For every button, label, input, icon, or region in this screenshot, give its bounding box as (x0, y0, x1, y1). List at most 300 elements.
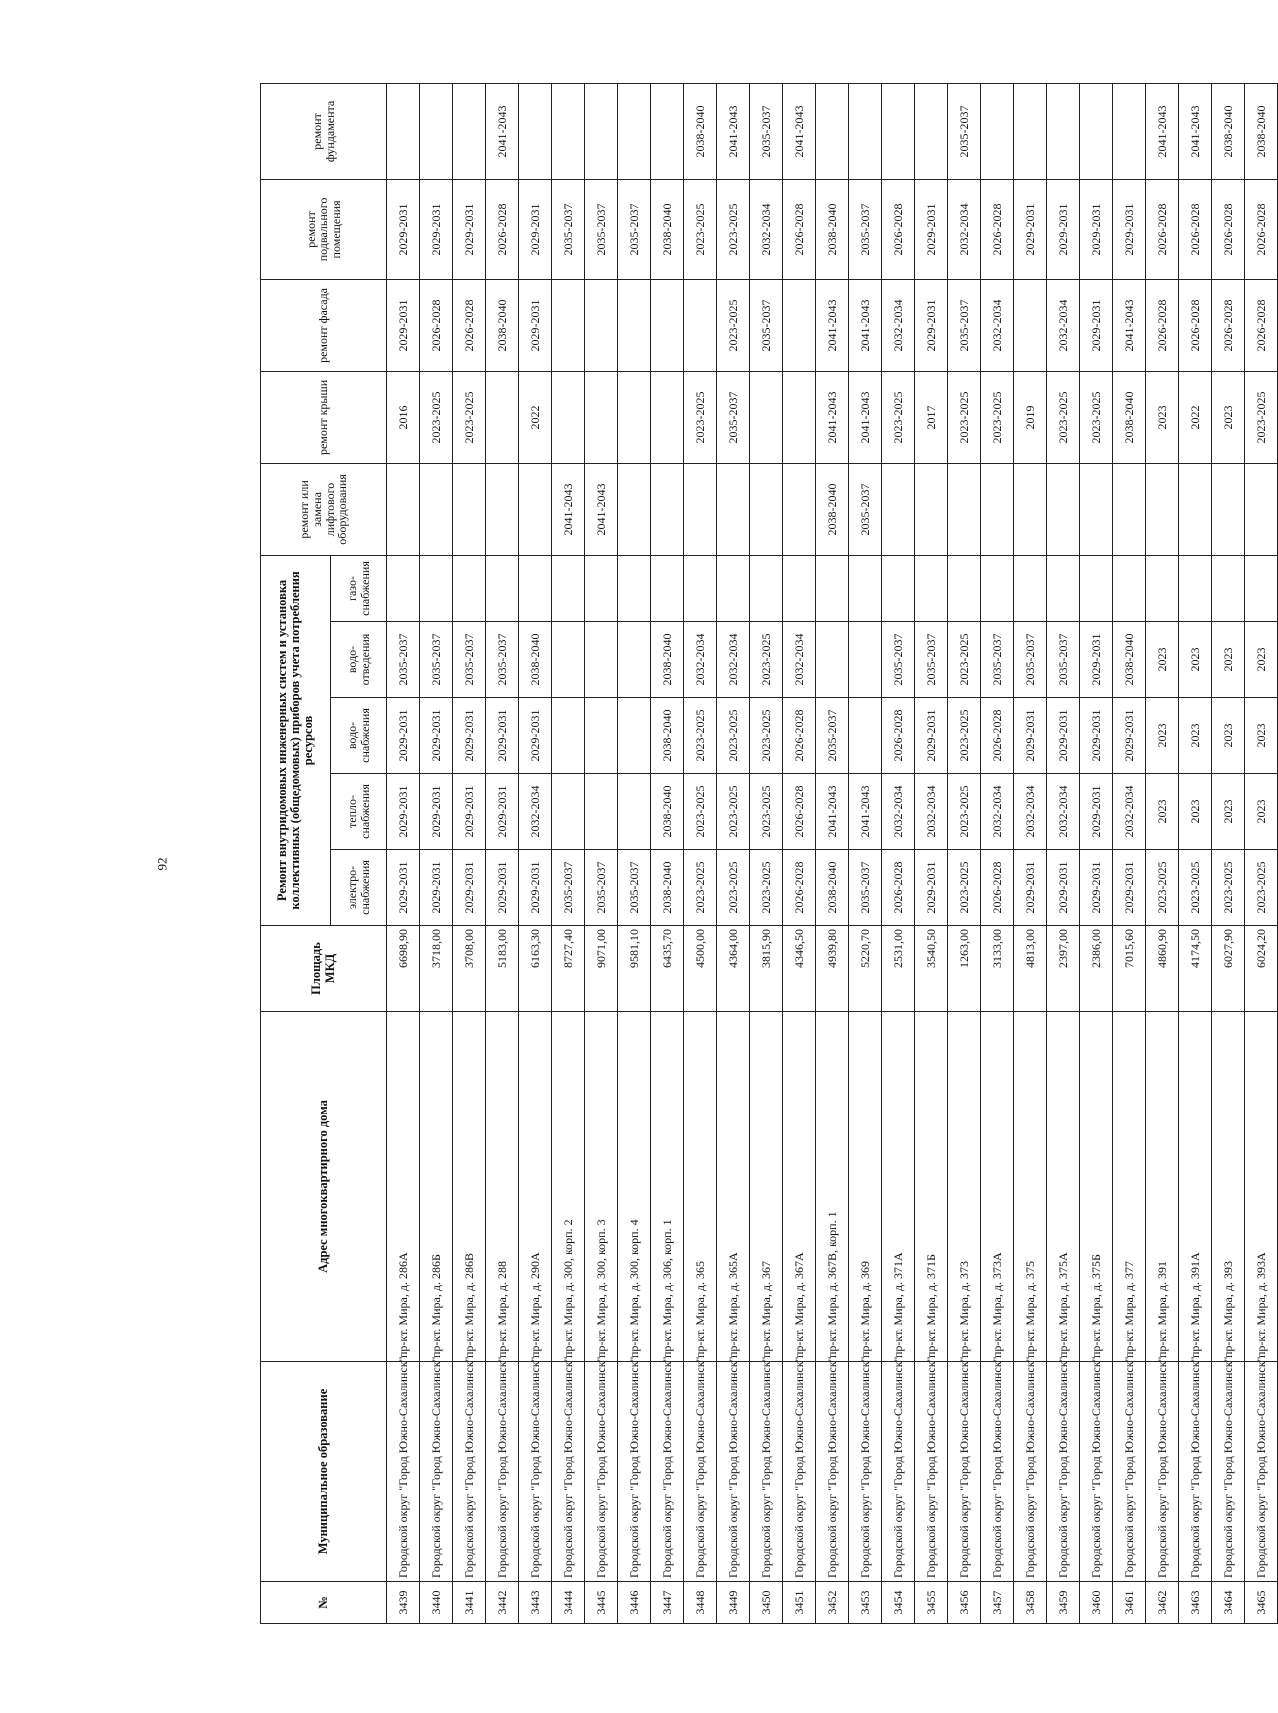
cell-gas (1146, 555, 1179, 621)
cell-water: 2023 (1146, 698, 1179, 774)
cell-area: 4346,50 (783, 926, 816, 1012)
cell-water: 2029-2031 (1080, 698, 1113, 774)
table-row (1014, 83, 1047, 1623)
cell-address: пр-кт. Мира, д. 300, корп. 3 (585, 1012, 618, 1362)
cell-foundation: 2038-2040 (1212, 83, 1245, 179)
cell-water: 2023-2025 (750, 698, 783, 774)
cell-num: 3457 (981, 1582, 1014, 1624)
cell-heat: 2029-2031 (1080, 774, 1113, 850)
cell-heat: 2029-2031 (420, 774, 453, 850)
cell-num: 3461 (1113, 1582, 1146, 1624)
cell-area: 2531,00 (882, 926, 915, 1012)
cell-address: пр-кт. Мира, д. 300, корп. 4 (618, 1012, 651, 1362)
header-sewer: водо-отведения (331, 622, 387, 698)
cell-roof: 2023-2025 (1047, 371, 1080, 463)
cell-address: пр-кт. Мира, д. 377 (1113, 1012, 1146, 1362)
cell-area: 5220,70 (849, 926, 882, 1012)
cell-water: 2023-2025 (684, 698, 717, 774)
cell-basement: 2029-2031 (1014, 179, 1047, 279)
cell-electricity: 2038-2040 (651, 850, 684, 926)
cell-roof: 2022 (519, 371, 552, 463)
cell-water: 2029-2031 (453, 698, 486, 774)
cell-address: пр-кт. Мира, д. 288 (486, 1012, 519, 1362)
cell-heat: 2032-2034 (519, 774, 552, 850)
cell-gas (1113, 555, 1146, 621)
cell-basement: 2029-2031 (915, 179, 948, 279)
cell-elevator (519, 463, 552, 555)
cell-heat: 2029-2031 (453, 774, 486, 850)
cell-elevator (684, 463, 717, 555)
cell-num: 3450 (750, 1582, 783, 1624)
cell-area: 6027,90 (1212, 926, 1245, 1012)
cell-heat: 2023-2025 (750, 774, 783, 850)
cell-basement: 2029-2031 (519, 179, 552, 279)
cell-heat: 2032-2034 (882, 774, 915, 850)
cell-basement: 2023-2025 (717, 179, 750, 279)
cell-address: пр-кт. Мира, д. 365 (684, 1012, 717, 1362)
cell-area: 2397,00 (1047, 926, 1080, 1012)
cell-roof: 2023-2025 (420, 371, 453, 463)
cell-municipality: Городской округ "Город Южно-Сахалинск" (1146, 1362, 1179, 1582)
cell-roof: 2038-2040 (1113, 371, 1146, 463)
cell-num: 3446 (618, 1582, 651, 1624)
cell-facade: 2029-2031 (387, 279, 420, 371)
cell-address: пр-кт. Мира, д. 393А (1245, 1012, 1278, 1362)
cell-sewer: 2023 (1146, 622, 1179, 698)
cell-heat: 2023 (1179, 774, 1212, 850)
cell-electricity: 2029-2031 (915, 850, 948, 926)
cell-roof: 2023-2025 (453, 371, 486, 463)
cell-water: 2026-2028 (882, 698, 915, 774)
cell-basement: 2026-2028 (1245, 179, 1278, 279)
cell-address: пр-кт. Мира, д. 371Б (915, 1012, 948, 1362)
cell-num: 3442 (486, 1582, 519, 1624)
cell-heat (585, 774, 618, 850)
cell-elevator (750, 463, 783, 555)
cell-elevator (651, 463, 684, 555)
table-row (849, 83, 882, 1623)
cell-foundation (915, 83, 948, 179)
cell-electricity: 2023-2025 (1245, 850, 1278, 926)
table-row (948, 83, 981, 1623)
page-number: 92 (154, 857, 170, 871)
header-num: № (261, 1582, 387, 1624)
cell-num: 3456 (948, 1582, 981, 1624)
cell-heat: 2023-2025 (717, 774, 750, 850)
cell-sewer: 2035-2037 (1047, 622, 1080, 698)
header-elevator: ремонт или замена лифтового оборудования (261, 463, 387, 555)
cell-water: 2029-2031 (387, 698, 420, 774)
cell-electricity: 2026-2028 (882, 850, 915, 926)
cell-address: пр-кт. Мира, д. 375 (1014, 1012, 1047, 1362)
cell-water (618, 698, 651, 774)
cell-sewer (618, 622, 651, 698)
cell-foundation: 2035-2037 (948, 83, 981, 179)
cell-sewer (585, 622, 618, 698)
cell-foundation: 2038-2040 (1245, 83, 1278, 179)
cell-municipality: Городской округ "Город Южно-Сахалинск" (519, 1362, 552, 1582)
cell-facade: 2026-2028 (1146, 279, 1179, 371)
cell-foundation (882, 83, 915, 179)
cell-area: 6698,90 (387, 926, 420, 1012)
cell-basement: 2035-2037 (585, 179, 618, 279)
cell-num: 3448 (684, 1582, 717, 1624)
cell-elevator: 2035-2037 (849, 463, 882, 555)
cell-area: 6024,20 (1245, 926, 1278, 1012)
cell-roof (618, 371, 651, 463)
cell-roof: 2041-2043 (849, 371, 882, 463)
cell-municipality: Городской округ "Город Южно-Сахалинск" (915, 1362, 948, 1582)
cell-basement: 2029-2031 (1113, 179, 1146, 279)
cell-area: 3815,90 (750, 926, 783, 1012)
cell-address: пр-кт. Мира, д. 367 (750, 1012, 783, 1362)
cell-elevator (1047, 463, 1080, 555)
cell-heat: 2032-2034 (981, 774, 1014, 850)
cell-roof: 2023-2025 (1245, 371, 1278, 463)
cell-num: 3463 (1179, 1582, 1212, 1624)
cell-municipality: Городской округ "Город Южно-Сахалинск" (783, 1362, 816, 1582)
cell-municipality: Городской округ "Город Южно-Сахалинск" (1113, 1362, 1146, 1582)
cell-foundation (585, 83, 618, 179)
cell-facade: 2026-2028 (1179, 279, 1212, 371)
cell-basement: 2026-2028 (882, 179, 915, 279)
cell-water: 2023 (1245, 698, 1278, 774)
cell-heat: 2023 (1212, 774, 1245, 850)
cell-sewer: 2035-2037 (420, 622, 453, 698)
cell-area: 1263,00 (948, 926, 981, 1012)
cell-elevator (1212, 463, 1245, 555)
cell-facade: 2032-2034 (981, 279, 1014, 371)
cell-water: 2029-2031 (519, 698, 552, 774)
cell-facade (783, 279, 816, 371)
cell-foundation: 2041-2043 (783, 83, 816, 179)
cell-area: 3718,00 (420, 926, 453, 1012)
cell-municipality: Городской округ "Город Южно-Сахалинск" (486, 1362, 519, 1582)
cell-facade: 2041-2043 (1113, 279, 1146, 371)
cell-gas (651, 555, 684, 621)
cell-heat: 2032-2034 (1014, 774, 1047, 850)
table-row (783, 83, 816, 1623)
header-address: Адрес многоквартирного дома (261, 1012, 387, 1362)
cell-foundation (1014, 83, 1047, 179)
table-row (1179, 83, 1212, 1623)
cell-facade: 2029-2031 (519, 279, 552, 371)
cell-elevator: 2041-2043 (585, 463, 618, 555)
cell-roof (486, 371, 519, 463)
cell-num: 3440 (420, 1582, 453, 1624)
cell-foundation: 2035-2037 (750, 83, 783, 179)
cell-water: 2023 (1212, 698, 1245, 774)
cell-sewer: 2035-2037 (1014, 622, 1047, 698)
cell-municipality: Городской округ "Город Южно-Сахалинск" (849, 1362, 882, 1582)
cell-elevator (1014, 463, 1047, 555)
cell-foundation (1080, 83, 1113, 179)
cell-gas (585, 555, 618, 621)
cell-elevator (882, 463, 915, 555)
cell-facade: 2032-2034 (1047, 279, 1080, 371)
cell-facade (684, 279, 717, 371)
cell-facade: 2041-2043 (816, 279, 849, 371)
cell-sewer (849, 622, 882, 698)
cell-facade (651, 279, 684, 371)
cell-sewer: 2035-2037 (453, 622, 486, 698)
cell-electricity: 2023-2025 (1212, 850, 1245, 926)
cell-foundation: 2041-2043 (486, 83, 519, 179)
table-row (486, 83, 519, 1623)
table-row (1047, 83, 1080, 1623)
cell-basement: 2029-2031 (1080, 179, 1113, 279)
cell-heat: 2029-2031 (387, 774, 420, 850)
cell-facade: 2038-2040 (486, 279, 519, 371)
cell-basement: 2035-2037 (618, 179, 651, 279)
cell-num: 3462 (1146, 1582, 1179, 1624)
cell-water: 2038-2040 (651, 698, 684, 774)
cell-electricity: 2029-2031 (486, 850, 519, 926)
cell-water: 2029-2031 (1014, 698, 1047, 774)
cell-municipality: Городской округ "Город Южно-Сахалинск" (1245, 1362, 1278, 1582)
cell-sewer: 2035-2037 (915, 622, 948, 698)
table-row (1146, 83, 1179, 1623)
rotated-table-container (260, 84, 1268, 1624)
cell-address: пр-кт. Мира, д. 391 (1146, 1012, 1179, 1362)
cell-electricity: 2029-2031 (519, 850, 552, 926)
table-row (1245, 83, 1278, 1623)
cell-roof: 2023-2025 (948, 371, 981, 463)
cell-elevator (981, 463, 1014, 555)
table-body (387, 83, 1278, 1623)
cell-heat: 2023-2025 (684, 774, 717, 850)
cell-foundation: 2041-2043 (717, 83, 750, 179)
cell-electricity: 2038-2040 (816, 850, 849, 926)
cell-gas (387, 555, 420, 621)
cell-area: 3708,00 (453, 926, 486, 1012)
cell-num: 3444 (552, 1582, 585, 1624)
cell-water: 2023-2025 (717, 698, 750, 774)
cell-facade (618, 279, 651, 371)
cell-num: 3455 (915, 1582, 948, 1624)
cell-basement: 2026-2028 (1179, 179, 1212, 279)
cell-elevator (915, 463, 948, 555)
cell-municipality: Городской округ "Город Южно-Сахалинск" (717, 1362, 750, 1582)
cell-num: 3465 (1245, 1582, 1278, 1624)
cell-area: 4364,00 (717, 926, 750, 1012)
cell-facade: 2035-2037 (948, 279, 981, 371)
cell-foundation: 2038-2040 (684, 83, 717, 179)
cell-municipality: Городской округ "Город Южно-Сахалинск" (651, 1362, 684, 1582)
cell-address: пр-кт. Мира, д. 373 (948, 1012, 981, 1362)
cell-num: 3439 (387, 1582, 420, 1624)
cell-municipality: Городской округ "Город Южно-Сахалинск" (1212, 1362, 1245, 1582)
cell-water: 2029-2031 (915, 698, 948, 774)
cell-electricity: 2023-2025 (1146, 850, 1179, 926)
cell-sewer: 2035-2037 (981, 622, 1014, 698)
cell-elevator (1113, 463, 1146, 555)
cell-area: 3540,50 (915, 926, 948, 1012)
cell-address: пр-кт. Мира, д. 290А (519, 1012, 552, 1362)
table-row (618, 83, 651, 1623)
cell-heat: 2023 (1146, 774, 1179, 850)
header-roof: ремонт крыши (261, 371, 387, 463)
cell-roof: 2023-2025 (1080, 371, 1113, 463)
cell-roof (750, 371, 783, 463)
table-row (651, 83, 684, 1623)
cell-facade: 2029-2031 (915, 279, 948, 371)
cell-water: 2029-2031 (486, 698, 519, 774)
cell-basement: 2029-2031 (387, 179, 420, 279)
cell-sewer: 2032-2034 (717, 622, 750, 698)
cell-roof: 2035-2037 (717, 371, 750, 463)
cell-basement: 2029-2031 (420, 179, 453, 279)
cell-foundation: 2041-2043 (1146, 83, 1179, 179)
cell-gas (750, 555, 783, 621)
cell-gas (948, 555, 981, 621)
cell-municipality: Городской округ "Город Южно-Сахалинск" (1179, 1362, 1212, 1582)
cell-sewer: 2023-2025 (750, 622, 783, 698)
cell-sewer: 2035-2037 (486, 622, 519, 698)
cell-electricity: 2035-2037 (552, 850, 585, 926)
cell-sewer: 2023-2025 (948, 622, 981, 698)
cell-gas (717, 555, 750, 621)
cell-water: 2023-2025 (948, 698, 981, 774)
cell-roof: 2041-2043 (816, 371, 849, 463)
table-row (585, 83, 618, 1623)
cell-gas (1080, 555, 1113, 621)
cell-num: 3454 (882, 1582, 915, 1624)
cell-basement: 2038-2040 (816, 179, 849, 279)
cell-municipality: Городской округ "Город Южно-Сахалинск" (1047, 1362, 1080, 1582)
cell-area: 4813,00 (1014, 926, 1047, 1012)
cell-municipality: Городской округ "Город Южно-Сахалинск" (948, 1362, 981, 1582)
cell-roof: 2023 (1212, 371, 1245, 463)
cell-area: 2386,00 (1080, 926, 1113, 1012)
cell-elevator (1146, 463, 1179, 555)
table-row (882, 83, 915, 1623)
cell-gas (1245, 555, 1278, 621)
cell-basement: 2026-2028 (981, 179, 1014, 279)
cell-electricity: 2023-2025 (948, 850, 981, 926)
cell-municipality: Городской округ "Город Южно-Сахалинск" (1014, 1362, 1047, 1582)
cell-roof (552, 371, 585, 463)
cell-area: 4500,00 (684, 926, 717, 1012)
cell-elevator (453, 463, 486, 555)
header-area: Площадь МКД (261, 926, 387, 1012)
cell-roof: 2022 (1179, 371, 1212, 463)
cell-roof (783, 371, 816, 463)
cell-foundation: 2041-2043 (1179, 83, 1212, 179)
cell-elevator (486, 463, 519, 555)
cell-sewer: 2038-2040 (1113, 622, 1146, 698)
cell-gas (849, 555, 882, 621)
header-water: водо-снабжения (331, 698, 387, 774)
cell-roof (651, 371, 684, 463)
cell-heat: 2032-2034 (1047, 774, 1080, 850)
cell-heat: 2029-2031 (486, 774, 519, 850)
cell-elevator (717, 463, 750, 555)
table-row (552, 83, 585, 1623)
cell-municipality: Городской округ "Город Южно-Сахалинск" (816, 1362, 849, 1582)
cell-num: 3445 (585, 1582, 618, 1624)
cell-heat: 2032-2034 (1113, 774, 1146, 850)
cell-heat: 2038-2040 (651, 774, 684, 850)
cell-basement: 2035-2037 (552, 179, 585, 279)
cell-num: 3453 (849, 1582, 882, 1624)
cell-sewer (816, 622, 849, 698)
cell-electricity: 2023-2025 (717, 850, 750, 926)
cell-electricity: 2029-2031 (1047, 850, 1080, 926)
cell-roof: 2019 (1014, 371, 1047, 463)
cell-sewer: 2023 (1179, 622, 1212, 698)
cell-num: 3460 (1080, 1582, 1113, 1624)
cell-foundation (651, 83, 684, 179)
cell-num: 3441 (453, 1582, 486, 1624)
cell-address: пр-кт. Мира, д. 373А (981, 1012, 1014, 1362)
cell-basement: 2035-2037 (849, 179, 882, 279)
cell-electricity: 2023-2025 (750, 850, 783, 926)
cell-area: 7015,60 (1113, 926, 1146, 1012)
cell-municipality: Городской округ "Город Южно-Сахалинск" (684, 1362, 717, 1582)
cell-area: 9071,00 (585, 926, 618, 1012)
cell-facade: 2026-2028 (420, 279, 453, 371)
table-row (816, 83, 849, 1623)
table-row (717, 83, 750, 1623)
cell-roof: 2023-2025 (981, 371, 1014, 463)
cell-address: пр-кт. Мира, д. 367В, корп. 1 (816, 1012, 849, 1362)
cell-facade: 2029-2031 (1080, 279, 1113, 371)
cell-elevator (420, 463, 453, 555)
cell-address: пр-кт. Мира, д. 391А (1179, 1012, 1212, 1362)
table-row (453, 83, 486, 1623)
cell-num: 3459 (1047, 1582, 1080, 1624)
cell-num: 3443 (519, 1582, 552, 1624)
cell-sewer: 2023 (1245, 622, 1278, 698)
cell-gas (552, 555, 585, 621)
cell-address: пр-кт. Мира, д. 286В (453, 1012, 486, 1362)
cell-foundation (1047, 83, 1080, 179)
cell-facade: 2023-2025 (717, 279, 750, 371)
cell-gas (519, 555, 552, 621)
cell-water: 2023 (1179, 698, 1212, 774)
cell-gas (915, 555, 948, 621)
cell-electricity: 2029-2031 (387, 850, 420, 926)
table-row (420, 83, 453, 1623)
cell-gas (783, 555, 816, 621)
cell-municipality: Городской округ "Город Южно-Сахалинск" (750, 1362, 783, 1582)
cell-elevator (948, 463, 981, 555)
cell-address: пр-кт. Мира, д. 375А (1047, 1012, 1080, 1362)
cell-area: 4939,80 (816, 926, 849, 1012)
cell-electricity: 2023-2025 (1179, 850, 1212, 926)
header-heat: тепло-снабжения (331, 774, 387, 850)
cell-heat: 2023-2025 (948, 774, 981, 850)
cell-gas (1179, 555, 1212, 621)
cell-basement: 2029-2031 (1047, 179, 1080, 279)
cell-heat (552, 774, 585, 850)
cell-num: 3449 (717, 1582, 750, 1624)
cell-water: 2026-2028 (783, 698, 816, 774)
cell-area: 3133,00 (981, 926, 1014, 1012)
cell-num: 3452 (816, 1582, 849, 1624)
cell-sewer: 2035-2037 (882, 622, 915, 698)
cell-basement: 2026-2028 (783, 179, 816, 279)
cell-facade: 2026-2028 (453, 279, 486, 371)
table-row (1212, 83, 1245, 1623)
cell-electricity: 2026-2028 (783, 850, 816, 926)
cell-water (585, 698, 618, 774)
cell-basement: 2032-2034 (948, 179, 981, 279)
cell-water (849, 698, 882, 774)
cell-num: 3451 (783, 1582, 816, 1624)
cell-gas (882, 555, 915, 621)
